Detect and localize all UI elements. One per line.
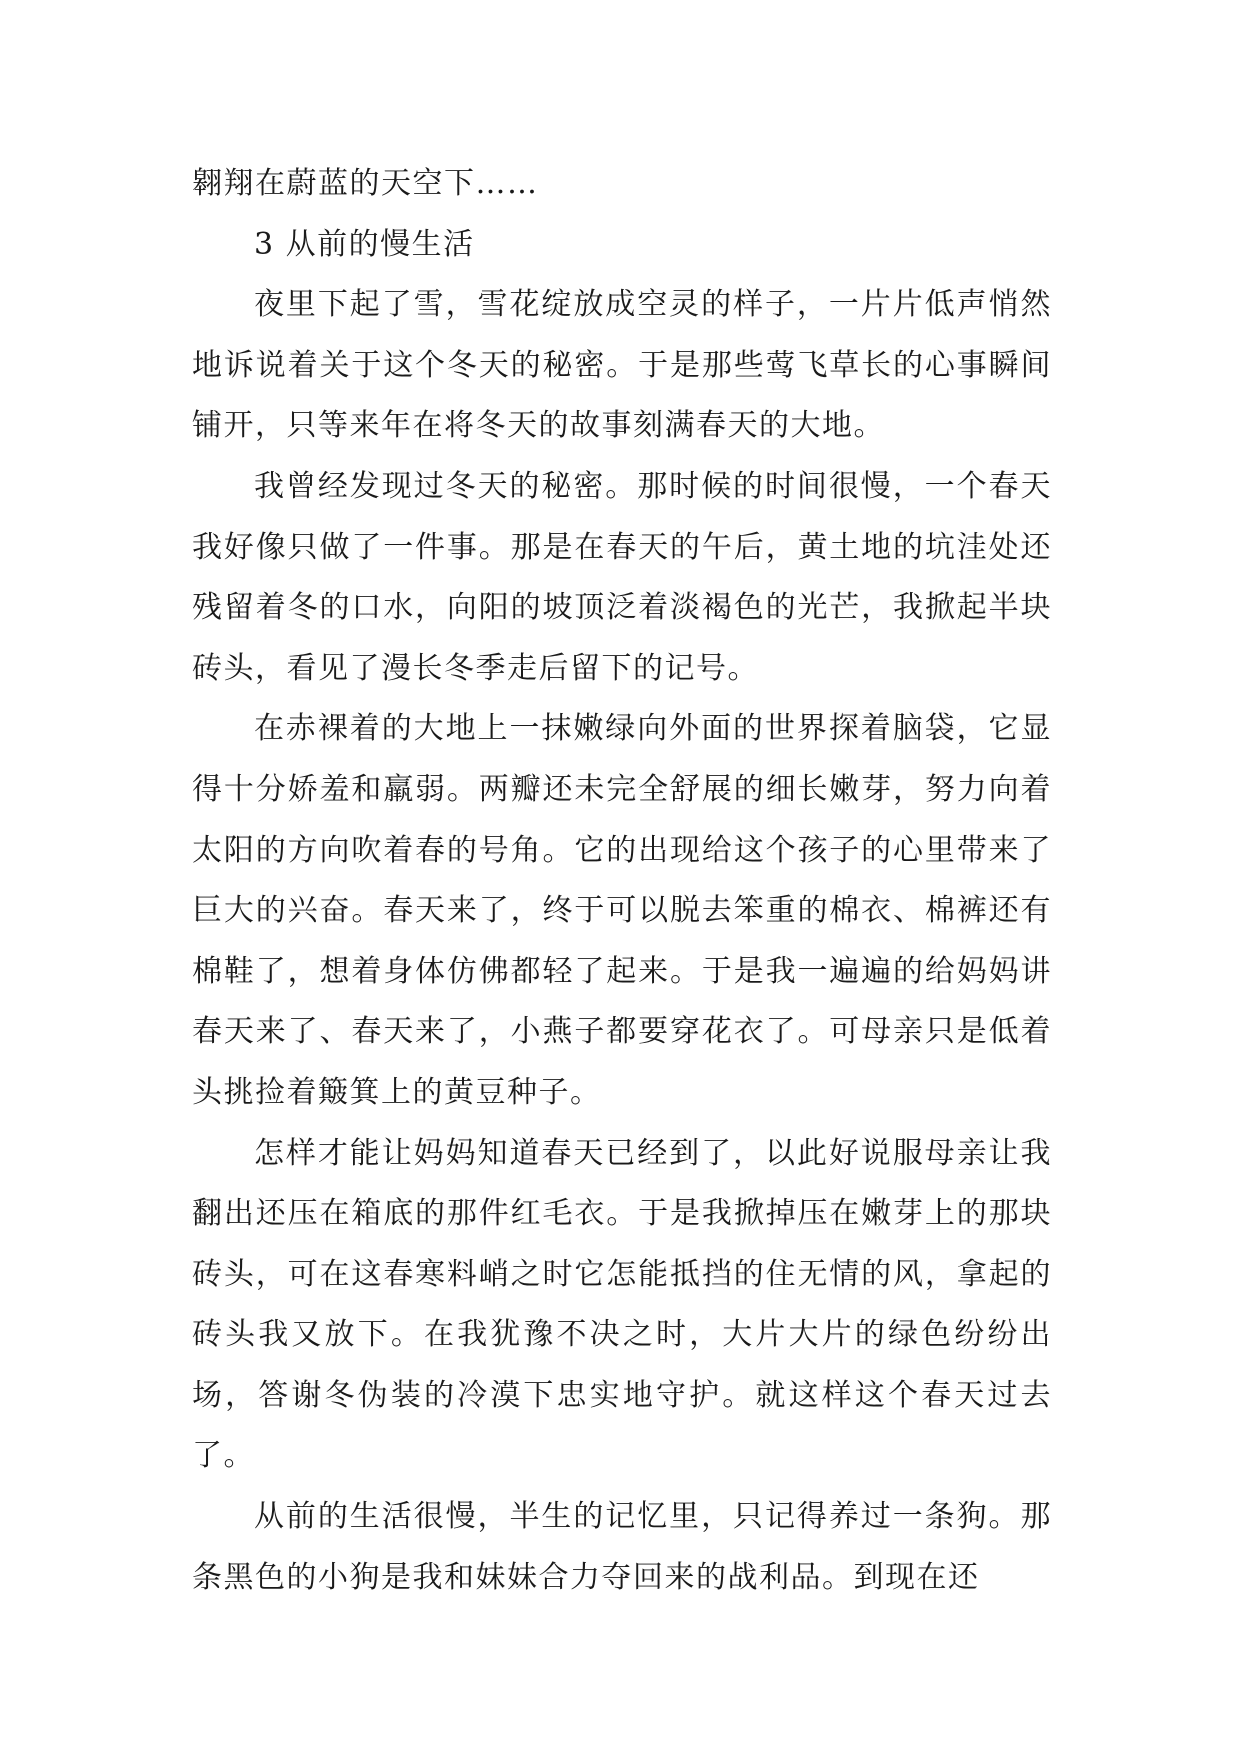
paragraph: 怎样才能让妈妈知道春天已经到了，以此好说服母亲让我翻出还压在箱底的那件红毛衣。于是我掀掉压在嫩芽上的那块砖头，可在这春寒料峭之时它怎能抵挡的住无情的风，拿起的砖头我又放下。在我犹豫不决之时，大片大片的绿色纷纷出场，答谢冬伪装的冷漠下忠实地守护。就这样这个春天过去了。 — [192, 1135, 1052, 1474]
section-heading: 3 从前的慢生活 — [254, 226, 475, 262]
paragraph: 在赤裸着的大地上一抹嫩绿向外面的世界探着脑袋，它显得十分娇羞和羸弱。两瓣还未完全舒展的细长嫩芽，努力向着太阳的方向吹着春的号角。它的出现给这个孩子的心里带来了巨大的兴奋。春天来了，终于可以脱去笨重的棉衣、棉裤还有棉鞋了，想着身体仿佛都轻了起来。于是我一遍遍的给妈妈讲春天来了、春天来了，小燕子都要穿花衣了。可母亲只是低着头挑捡着簸箕上的黄豆种子。 — [192, 711, 1052, 1110]
document-body — [192, 154, 1052, 1608]
paragraph: 我曾经发现过冬天的秘密。那时候的时间很慢，一个春天我好像只做了一件事。那是在春天的午后，黄土地的坑洼处还残留着冬的口水，向阳的坡顶泛着淡褐色的光芒，我掀起半块砖头，看见了漫长冬季走后留下的记号。 — [192, 468, 1052, 686]
paragraph-continuation: 翱翔在蔚蓝的天空下…… — [192, 166, 539, 201]
paragraph: 夜里下起了雪，雪花绽放成空灵的样子，一片片低声悄然地诉说着关于这个冬天的秘密。于是那些莺飞草长的心事瞬间铺开，只等来年在将冬天的故事刻满春天的大地。 — [192, 287, 1052, 444]
paragraph: 从前的生活很慢，半生的记忆里，只记得养过一条狗。那条黑色的小狗是我和妹妹合力夺回来的战利品。到现在还 — [192, 1499, 1052, 1595]
